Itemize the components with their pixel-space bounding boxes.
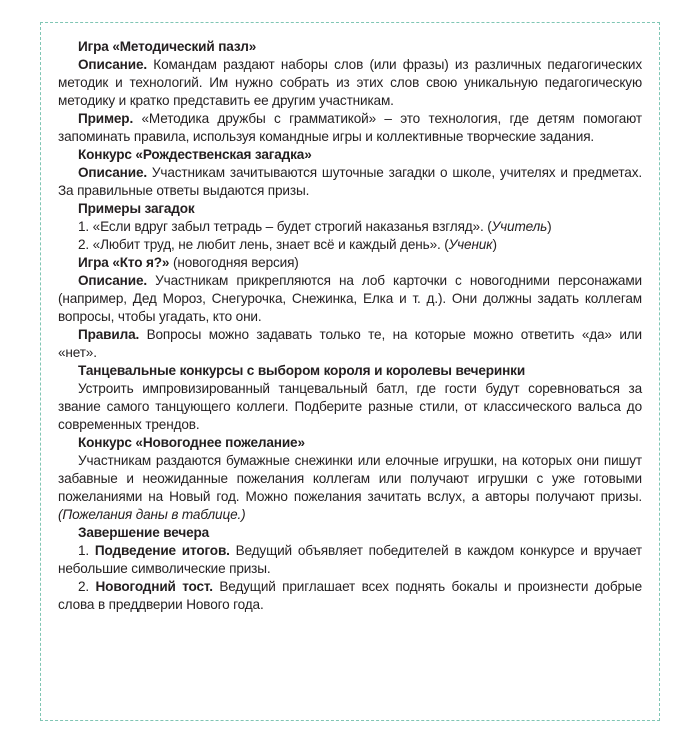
closing-item-label: Подведение итогов. xyxy=(94,543,230,558)
riddle-item: 1. «Если вдруг забыл тетрадь – будет строгий наказанья взгляд». (Учитель) xyxy=(78,219,552,234)
subsection-title: Примеры загадок xyxy=(78,201,195,216)
section-description xyxy=(58,164,642,200)
description-text: Участникам зачитываются шуточные загадки о школе, учителях и предметах. За правильные ответы выдаются призы. xyxy=(58,165,642,198)
section-text: Устроить импровизированный танцевальный батл, где гости будут соревноваться за звание самого танцующего коллеги. Подберите разные стили, от классического вальса до современных трендов. xyxy=(58,381,642,432)
section-description xyxy=(58,272,642,326)
riddle-text: 2. «Любит труд, не любит лень, знает всё и каждый день». ( xyxy=(78,237,449,252)
document-content xyxy=(58,38,642,614)
section-text xyxy=(58,452,642,524)
example-label: Пример. xyxy=(78,111,134,126)
riddle-item: 2. «Любит труд, не любит лень, знает всё и каждый день». (Ученик) xyxy=(78,237,497,252)
section-title-note: (новогодняя версия) xyxy=(169,255,299,270)
riddle-answer: Учитель xyxy=(491,219,548,234)
description-text: Участникам прикрепляются на лоб карточки с новогодними персонажами (например, Дед Мороз, Снегурочка, Снежинка, Елка и т. д.). Они должны задать коллегам вопросы, чтобы угадать, кто они. xyxy=(58,273,642,324)
riddle-answer: Ученик xyxy=(448,237,493,252)
section-example xyxy=(58,110,642,146)
section-title xyxy=(58,254,642,272)
section-text-body: Участникам раздаются бумажные снежинки или елочные игрушки, на которых они пишут забавные и неожиданные пожелания коллегам или получают игрушки с уже готовыми пожеланиями на Новый год. Можно пожелания зачитать вслух, а авторы получают призы. xyxy=(58,453,642,504)
description-text: Командам раздают наборы слов (или фразы) из различных педагогических методик и технологий. Им нужно собрать из этих слов свою уникальную педагогическую методику и кратко представить ее другим участникам. xyxy=(58,57,642,108)
description-label: Описание. xyxy=(78,273,147,288)
closing-item-number: 1. xyxy=(78,543,95,558)
section-title: Танцевальные конкурсы с выбором короля и королевы вечеринки xyxy=(78,363,526,378)
section-title: Завершение вечера xyxy=(78,525,210,540)
closing-item-text: Ведущий объявляет победителей в каждом конкурсе и вручает небольшие символические призы. xyxy=(58,543,643,576)
rules-text: Вопросы можно задавать только те, на которые можно ответить «да» или «нет». xyxy=(58,327,642,360)
section-description xyxy=(58,56,642,110)
riddle-text: 1. «Если вдруг забыл тетрадь – будет строгий наказанья взгляд». ( xyxy=(78,219,492,234)
closing-item-number: 2. xyxy=(78,579,96,594)
closing-item xyxy=(58,542,642,578)
closing-item-label: Новогодний тост. xyxy=(95,579,213,594)
section-title: Игра «Методический пазл» xyxy=(78,39,257,54)
description-label: Описание. xyxy=(78,57,147,72)
rules-label: Правила. xyxy=(78,327,140,342)
section-title: Конкурс «Рождественская загадка» xyxy=(78,147,312,162)
section-note: (Пожелания даны в таблице.) xyxy=(58,507,246,522)
section-rules xyxy=(58,326,642,362)
closing-item xyxy=(58,578,642,614)
section-title-text: Игра «Кто я?» xyxy=(78,255,170,270)
section-title: Конкурс «Новогоднее пожелание» xyxy=(78,435,305,450)
example-text: «Методика дружбы с грамматикой» – это технология, где детям помогают запоминать правила, используя командные игры и коллективные творческие задания. xyxy=(58,111,642,144)
closing-item-text: Ведущий приглашает всех поднять бокалы и произнести добрые слова в преддверии Нового года. xyxy=(58,579,642,612)
description-label: Описание. xyxy=(78,165,147,180)
